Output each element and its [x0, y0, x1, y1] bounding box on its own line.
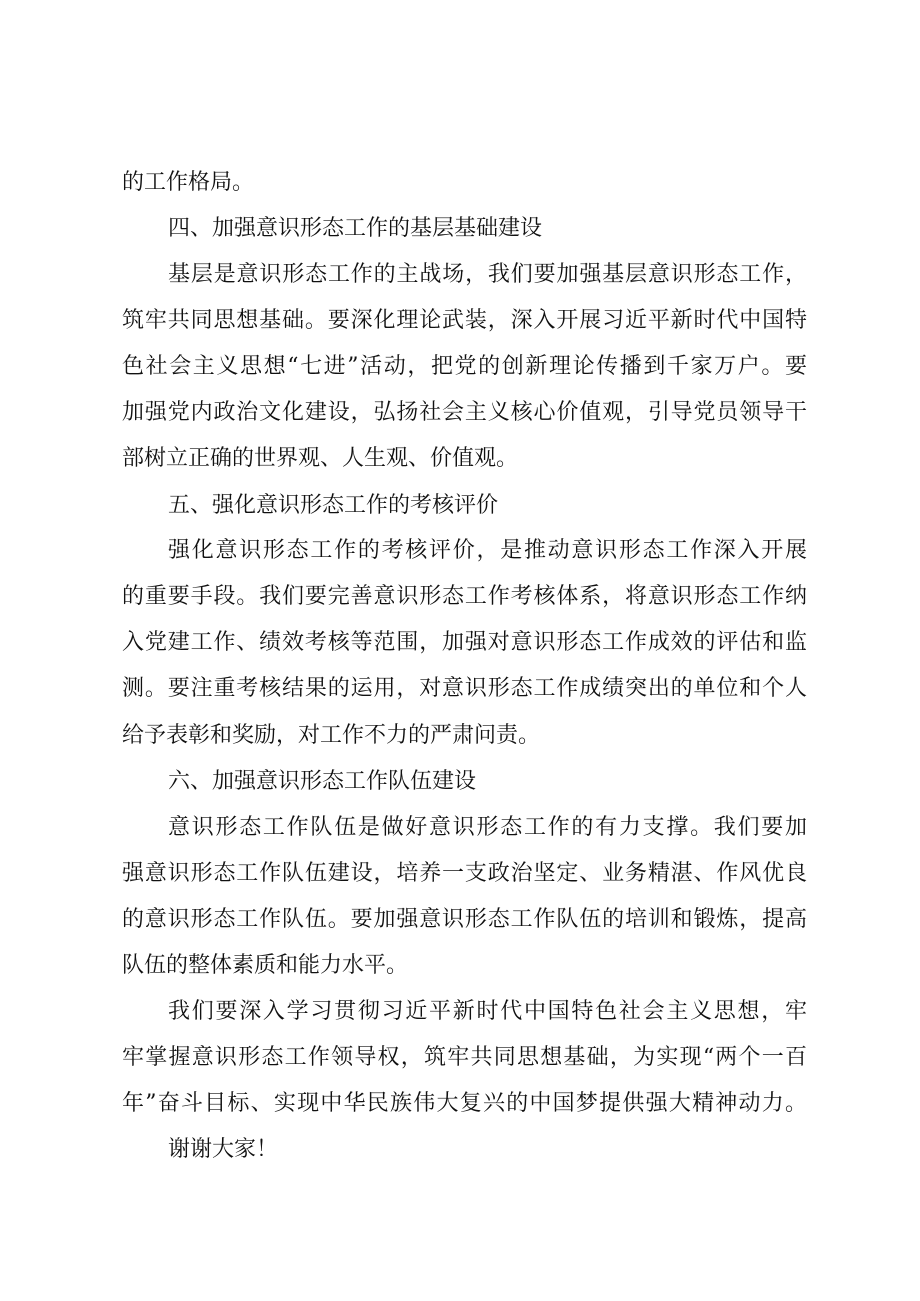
- section-4-line-2: 筑牢共同思想基础。要深化理论武装，深入开展习近平新时代中国特: [122, 308, 807, 333]
- section-5-line-1: 强化意识形态工作的考核评价，是推动意识形态工作深入开展: [168, 538, 807, 563]
- section-4-line-5: 部树立正确的世界观、人生观、价值观。: [122, 446, 519, 471]
- section-5-line-3: 入党建工作、绩效考核等范围，加强对意识形态工作成效的评估和监: [122, 630, 807, 655]
- section-6-line-1: 意识形态工作队伍是做好意识形态工作的有力支撑。我们要加: [168, 815, 807, 840]
- section-5-line-5: 给予表彰和奖励，对工作不力的严肃问责。: [122, 723, 541, 748]
- section-heading-4: 四、加强意识形态工作的基层基础建设: [168, 216, 543, 241]
- section-6-line-4: 队伍的整体素质和能力水平。: [122, 953, 409, 978]
- section-4-line-1: 基层是意识形态工作的主战场，我们要加强基层意识形态工作，: [168, 262, 807, 287]
- section-4-line-3: 色社会主义思想“七进”活动，把党的创新理论传播到千家万户。要: [122, 354, 807, 379]
- section-4-line-4: 加强党内政治文化建设，弘扬社会主义核心价值观，引导党员领导干: [122, 400, 807, 425]
- thanks-line: 谢谢大家！: [168, 1137, 279, 1162]
- section-5-line-2: 的重要手段。我们要完善意识形态工作考核体系，将意识形态工作纳: [122, 584, 807, 609]
- closing-line-2: 牢掌握意识形态工作领导权，筑牢共同思想基础，为实现“两个一百: [122, 1045, 807, 1070]
- section-5-line-4: 测。要注重考核结果的运用，对意识形态工作成绩突出的单位和个人: [122, 676, 807, 701]
- closing-line-3: 年”奋斗目标、实现中华民族伟大复兴的中国梦提供强大精神动力。: [122, 1091, 807, 1116]
- section-heading-6: 六、加强意识形态工作队伍建设: [168, 769, 477, 794]
- section-heading-5: 五、强化意识形态工作的考核评价: [168, 493, 499, 518]
- closing-line-1: 我们要深入学习贯彻习近平新时代中国特色社会主义思想，牢: [168, 999, 807, 1024]
- section-6-line-3: 的意识形态工作队伍。要加强意识形态工作队伍的培训和锻炼，提高: [122, 907, 807, 932]
- section-6-line-2: 强意识形态工作队伍建设，培养一支政治坚定、业务精湛、作风优良: [122, 861, 807, 886]
- intro-tail-line: 的工作格局。: [122, 170, 255, 195]
